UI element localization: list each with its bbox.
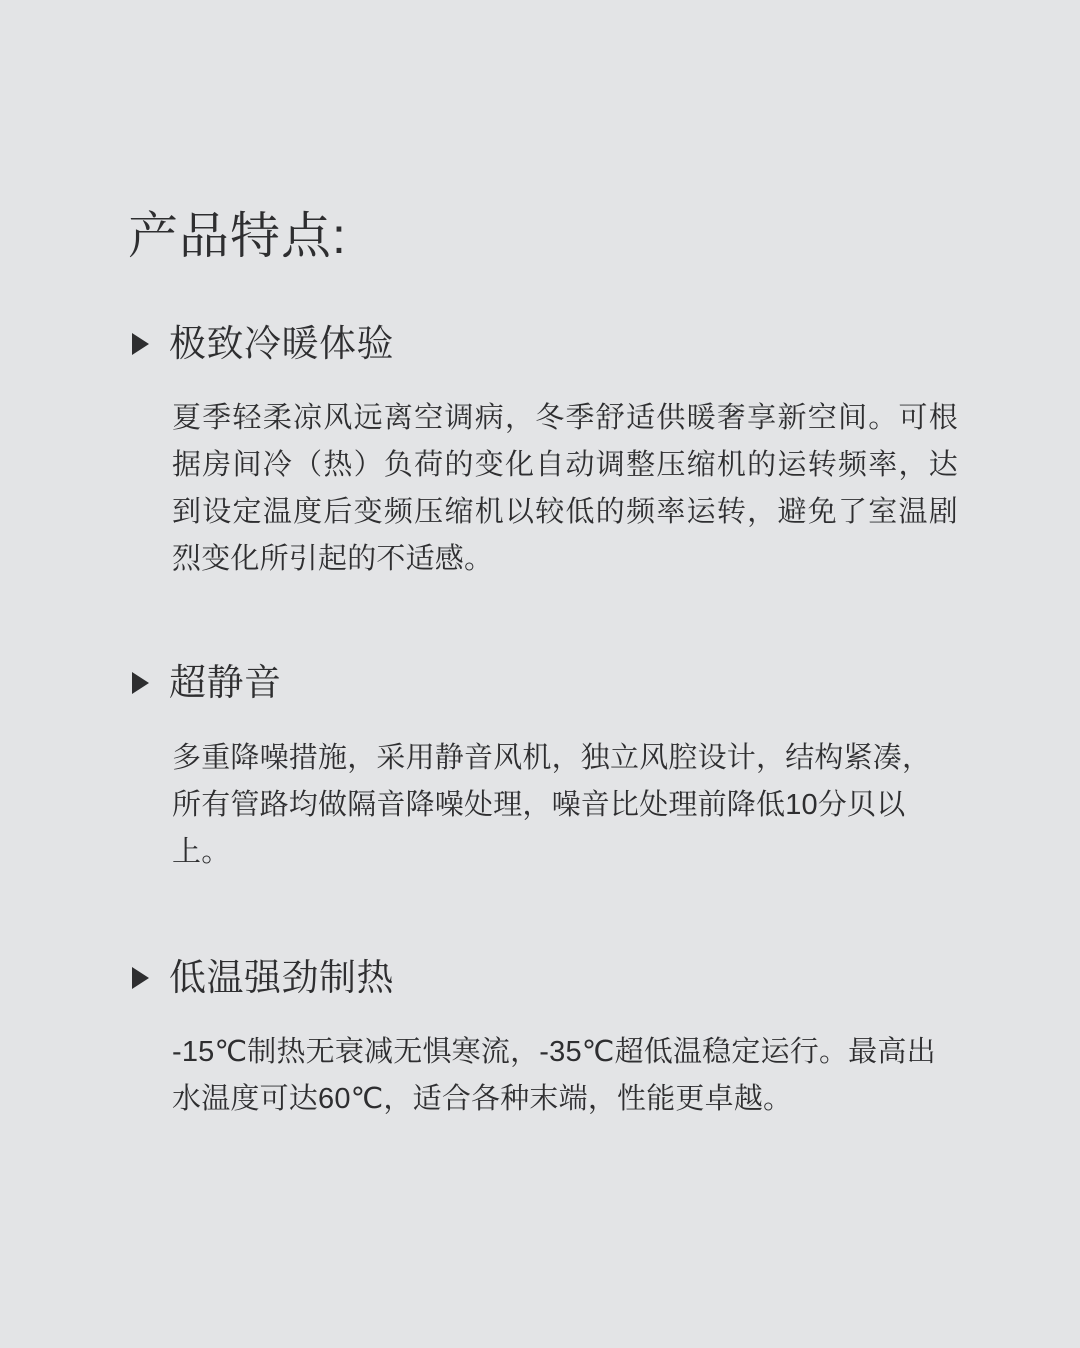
feature-heading xyxy=(128,956,958,1000)
feature-item xyxy=(128,322,958,583)
feature-item xyxy=(128,956,958,1123)
page-title: 产品特点: xyxy=(128,208,347,264)
triangle-right-icon xyxy=(132,672,149,694)
feature-description: 多重降噪措施，采用静音风机，独立风腔设计，结构紧凑，所有管路均做隔音降噪处理，噪音比处理前降低10分贝以上。 xyxy=(172,741,932,868)
feature-heading xyxy=(128,322,958,366)
feature-description: 夏季轻柔凉风远离空调病，冬季舒适供暖奢享新空间。可根据房间冷（热）负荷的变化自动调整压缩机的运转频率，达到设定温度后变频压缩机以较低的频率运转，避免了室温剧烈变化所引起的不适感。 xyxy=(172,402,958,576)
content-container xyxy=(128,206,958,1152)
feature-heading xyxy=(128,661,958,705)
feature-title: 低温强劲制热 xyxy=(169,956,394,998)
triangle-right-icon xyxy=(132,333,149,355)
feature-description: -15℃制热无衰减无惧寒流，-35℃超低温稳定运行。最高出水温度可达60℃，适合各种末端，性能更卓越。 xyxy=(172,1035,936,1115)
feature-item xyxy=(128,661,958,875)
feature-title: 超静音 xyxy=(169,662,282,704)
feature-title: 极致冷暖体验 xyxy=(169,323,394,364)
triangle-right-icon xyxy=(132,967,149,989)
